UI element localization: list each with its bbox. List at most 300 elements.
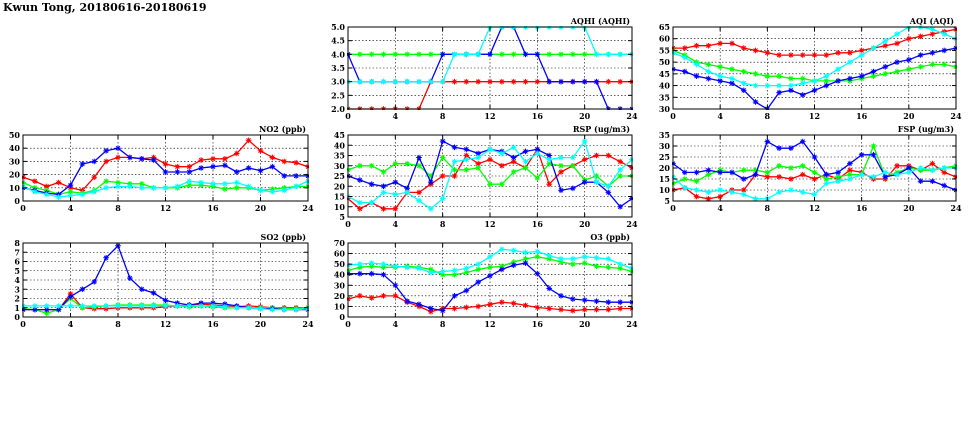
data-point xyxy=(741,45,747,51)
data-point xyxy=(428,206,434,212)
data-point xyxy=(918,34,924,40)
data-point xyxy=(393,282,399,288)
data-point xyxy=(617,173,623,179)
data-point xyxy=(765,83,771,89)
data-point xyxy=(56,180,62,186)
x-tick-label: 16 xyxy=(207,319,219,329)
y-tick-label: 60 xyxy=(333,248,345,259)
data-point xyxy=(606,183,612,189)
data-point xyxy=(440,79,446,85)
x-tick-label: 0 xyxy=(670,111,676,121)
data-point xyxy=(103,178,109,184)
data-point xyxy=(871,45,877,51)
data-point xyxy=(428,306,434,312)
y-tick-label: 20 xyxy=(333,181,345,192)
data-point xyxy=(175,303,181,309)
data-point xyxy=(258,188,264,194)
data-point xyxy=(617,167,623,173)
data-point xyxy=(800,139,806,145)
series-group xyxy=(670,24,959,112)
data-point xyxy=(717,170,723,176)
data-point xyxy=(234,185,240,191)
data-point xyxy=(523,159,529,165)
data-point xyxy=(788,52,794,58)
data-point xyxy=(617,306,623,312)
data-point xyxy=(175,184,181,190)
y-tick-label: 30 xyxy=(658,141,670,151)
x-tick-label: 20 xyxy=(254,319,267,329)
data-point xyxy=(765,139,771,145)
data-point xyxy=(765,170,771,176)
data-point xyxy=(404,79,410,85)
x-tick-label: 4 xyxy=(392,111,399,121)
y-tick-label: 6 xyxy=(14,256,20,267)
y-tick-label: 2 xyxy=(14,293,20,304)
data-point xyxy=(246,184,252,190)
y-tick-label: 30 xyxy=(8,156,20,167)
data-point xyxy=(270,189,276,195)
data-point xyxy=(717,41,723,47)
data-point xyxy=(32,178,38,184)
data-point xyxy=(511,300,517,306)
x-tick-label: 0 xyxy=(670,203,676,213)
data-point xyxy=(452,159,458,165)
data-point xyxy=(594,52,600,58)
y-tick-label: 40 xyxy=(333,269,345,280)
chart-aqhi xyxy=(331,16,638,121)
data-point xyxy=(776,145,782,151)
chart-title: FSP (ug/m3) xyxy=(897,124,954,134)
data-point xyxy=(753,172,759,178)
data-point xyxy=(558,155,564,161)
data-point xyxy=(452,79,458,85)
data-point xyxy=(523,79,529,85)
data-point xyxy=(511,52,517,58)
data-point xyxy=(163,161,169,167)
data-point xyxy=(511,79,517,85)
x-tick-label: 4 xyxy=(717,203,723,213)
data-point xyxy=(163,185,169,191)
data-point xyxy=(246,137,252,143)
x-tick-label: 8 xyxy=(439,319,446,329)
data-point xyxy=(546,52,552,58)
data-point xyxy=(776,90,782,96)
data-point xyxy=(44,192,50,198)
data-point xyxy=(440,308,446,314)
data-point xyxy=(847,76,853,82)
data-point xyxy=(941,62,947,68)
data-point xyxy=(906,57,912,63)
y-tick-label: 3 xyxy=(14,284,20,295)
y-tick-label: 0 xyxy=(14,312,20,322)
x-tick-label: 20 xyxy=(903,203,915,213)
data-point xyxy=(812,87,818,93)
x-tick-label: 20 xyxy=(579,111,591,121)
data-point xyxy=(847,176,853,182)
data-point xyxy=(222,304,228,310)
data-point xyxy=(270,155,276,161)
data-point xyxy=(918,165,924,171)
y-tick-label: 5 xyxy=(14,265,20,276)
data-point xyxy=(617,261,623,267)
data-point xyxy=(741,192,747,198)
data-point xyxy=(56,194,62,200)
series-line xyxy=(673,142,956,190)
data-point xyxy=(741,176,747,182)
data-point xyxy=(511,155,517,161)
data-point xyxy=(558,256,564,262)
data-point xyxy=(369,271,375,277)
chart-fsp xyxy=(659,124,962,213)
data-point xyxy=(452,268,458,274)
data-point xyxy=(91,189,97,195)
data-point xyxy=(91,159,97,165)
data-point xyxy=(823,181,829,187)
page-title: Kwun Tong, 20180616-20180619 xyxy=(3,1,207,14)
data-point xyxy=(428,79,434,85)
y-tick-label: 35 xyxy=(333,150,345,161)
data-point xyxy=(499,79,505,85)
data-point xyxy=(717,73,723,79)
data-point xyxy=(115,184,121,190)
series-group xyxy=(345,247,635,315)
data-point xyxy=(32,189,38,195)
data-point xyxy=(847,50,853,56)
data-point xyxy=(706,62,712,68)
data-point xyxy=(210,181,216,187)
chart-o3 xyxy=(334,232,638,329)
data-point xyxy=(918,52,924,58)
data-point xyxy=(706,69,712,75)
data-point xyxy=(776,189,782,195)
chart-so2 xyxy=(14,232,314,329)
data-point xyxy=(381,206,387,212)
y-tick-label: 4.5 xyxy=(331,35,345,46)
data-point xyxy=(894,59,900,65)
y-tick-label: 15 xyxy=(658,174,670,184)
x-tick-label: 8 xyxy=(764,111,771,121)
data-point xyxy=(80,161,86,167)
data-point xyxy=(452,145,458,151)
y-tick-label: 40 xyxy=(8,143,20,154)
data-point xyxy=(452,52,458,58)
data-point xyxy=(115,155,121,161)
data-point xyxy=(871,143,877,149)
data-point xyxy=(706,76,712,82)
data-point xyxy=(918,64,924,70)
data-point xyxy=(682,69,688,75)
data-point xyxy=(127,184,133,190)
data-point xyxy=(222,186,228,192)
y-tick-label: 40 xyxy=(658,80,670,91)
data-point xyxy=(499,52,505,58)
x-tick-label: 16 xyxy=(207,203,219,213)
data-point xyxy=(404,161,410,167)
data-point xyxy=(617,204,623,210)
data-point xyxy=(882,64,888,70)
data-point xyxy=(882,170,888,176)
data-point xyxy=(788,83,794,89)
data-point xyxy=(930,62,936,68)
data-point xyxy=(499,163,505,169)
chart-title: AQHI (AQHI) xyxy=(570,16,630,26)
data-point xyxy=(823,172,829,178)
data-point xyxy=(91,303,97,309)
data-point xyxy=(535,305,541,311)
y-tick-label: 4 xyxy=(14,275,20,285)
data-point xyxy=(440,52,446,58)
data-point xyxy=(847,59,853,65)
data-point xyxy=(823,73,829,79)
data-point xyxy=(175,169,181,175)
chart-title: AQI (AQI) xyxy=(909,16,954,26)
y-tick-label: 0 xyxy=(14,196,20,206)
y-tick-label: 5 xyxy=(339,212,345,222)
data-point xyxy=(788,76,794,82)
data-point xyxy=(270,164,276,170)
data-point xyxy=(357,52,363,58)
data-point xyxy=(546,306,552,312)
data-point xyxy=(416,302,422,308)
data-point xyxy=(357,163,363,169)
x-tick-label: 4 xyxy=(67,203,74,213)
data-point xyxy=(682,170,688,176)
y-tick-label: 10 xyxy=(8,182,20,193)
data-point xyxy=(416,52,422,58)
data-point xyxy=(729,76,735,82)
data-point xyxy=(452,173,458,179)
data-point xyxy=(558,79,564,85)
data-point xyxy=(941,183,947,189)
series-group xyxy=(670,139,959,202)
x-tick-label: 16 xyxy=(856,111,868,121)
data-point xyxy=(428,179,434,185)
data-point xyxy=(930,161,936,167)
x-tick-label: 0 xyxy=(20,319,26,329)
data-point xyxy=(357,206,363,212)
data-point xyxy=(535,52,541,58)
data-point xyxy=(800,172,806,178)
data-point xyxy=(859,52,865,58)
chart-title: O3 (ppb) xyxy=(590,232,630,242)
data-point xyxy=(594,153,600,159)
data-point xyxy=(222,156,228,162)
x-tick-label: 0 xyxy=(20,203,26,213)
data-point xyxy=(381,272,387,278)
data-point xyxy=(393,263,399,269)
x-tick-label: 24 xyxy=(626,219,638,229)
x-tick-label: 16 xyxy=(531,111,543,121)
data-point xyxy=(800,80,806,86)
data-point xyxy=(800,52,806,58)
data-point xyxy=(906,170,912,176)
data-point xyxy=(941,165,947,171)
data-point xyxy=(475,267,481,273)
y-tick-label: 4.0 xyxy=(331,49,345,60)
data-point xyxy=(582,260,588,266)
data-point xyxy=(281,188,287,194)
data-point xyxy=(729,170,735,176)
data-point xyxy=(452,306,458,312)
data-point xyxy=(753,48,759,54)
data-point xyxy=(139,185,145,191)
data-point xyxy=(776,163,782,169)
data-point xyxy=(151,290,157,296)
y-tick-label: 30 xyxy=(333,160,345,171)
data-point xyxy=(381,79,387,85)
data-point xyxy=(776,73,782,79)
y-tick-label: 30 xyxy=(333,280,345,291)
data-point xyxy=(475,79,481,85)
chart-title: SO2 (ppb) xyxy=(260,232,306,242)
data-point xyxy=(776,174,782,180)
data-point xyxy=(416,198,422,204)
data-point xyxy=(404,265,410,271)
data-point xyxy=(464,305,470,311)
data-point xyxy=(582,79,588,85)
x-tick-label: 16 xyxy=(856,203,868,213)
data-point xyxy=(487,265,493,271)
data-point xyxy=(416,79,422,85)
data-point xyxy=(210,156,216,162)
data-point xyxy=(882,38,888,44)
data-point xyxy=(546,79,552,85)
y-tick-label: 1 xyxy=(14,302,20,313)
data-point xyxy=(930,178,936,184)
data-point xyxy=(717,64,723,70)
data-point xyxy=(823,83,829,89)
data-point xyxy=(706,189,712,195)
data-point xyxy=(765,73,771,79)
data-point xyxy=(103,148,109,154)
data-point xyxy=(369,163,375,169)
data-point xyxy=(80,192,86,198)
data-point xyxy=(369,295,375,301)
data-point xyxy=(210,164,216,170)
data-point xyxy=(535,271,541,277)
data-point xyxy=(859,172,865,178)
data-point xyxy=(570,186,576,192)
data-point xyxy=(694,43,700,49)
data-point xyxy=(788,187,794,193)
data-point xyxy=(139,286,145,292)
data-point xyxy=(523,260,529,266)
data-point xyxy=(258,168,264,174)
data-point xyxy=(523,250,529,256)
data-point xyxy=(800,189,806,195)
data-point xyxy=(606,299,612,305)
x-tick-label: 16 xyxy=(531,319,543,329)
data-point xyxy=(606,153,612,159)
x-tick-label: 8 xyxy=(439,111,446,121)
data-point xyxy=(570,296,576,302)
data-point xyxy=(523,149,529,155)
data-point xyxy=(369,52,375,58)
data-point xyxy=(464,288,470,294)
data-point xyxy=(741,167,747,173)
x-tick-label: 20 xyxy=(903,111,915,121)
x-tick-label: 24 xyxy=(626,319,638,329)
data-point xyxy=(753,71,759,77)
data-point xyxy=(546,253,552,259)
chart-aqi xyxy=(659,16,962,121)
data-point xyxy=(103,159,109,165)
y-tick-label: 55 xyxy=(658,45,670,56)
data-point xyxy=(800,92,806,98)
y-tick-label: 7 xyxy=(14,247,20,258)
x-tick-label: 4 xyxy=(392,319,399,329)
data-point xyxy=(393,52,399,58)
x-tick-label: 8 xyxy=(115,319,121,329)
data-point xyxy=(222,163,228,169)
data-point xyxy=(163,169,169,175)
data-point xyxy=(186,164,192,170)
data-point xyxy=(835,78,841,84)
data-point xyxy=(558,52,564,58)
data-point xyxy=(570,155,576,161)
data-point xyxy=(186,178,192,184)
data-point xyxy=(594,307,600,313)
data-point xyxy=(558,169,564,175)
data-point xyxy=(440,269,446,275)
data-point xyxy=(464,79,470,85)
x-tick-label: 12 xyxy=(159,203,172,213)
data-point xyxy=(175,164,181,170)
y-tick-label: 3.5 xyxy=(331,63,345,73)
data-point xyxy=(594,298,600,304)
data-point xyxy=(523,52,529,58)
y-tick-label: 35 xyxy=(658,92,670,103)
data-point xyxy=(381,52,387,58)
data-point xyxy=(582,157,588,163)
data-point xyxy=(535,175,541,181)
data-point xyxy=(428,52,434,58)
data-point xyxy=(198,165,204,171)
data-point xyxy=(694,194,700,200)
data-point xyxy=(210,303,216,309)
data-point xyxy=(570,79,576,85)
data-point xyxy=(293,160,299,166)
chart-title: NO2 (ppb) xyxy=(259,124,306,134)
data-point xyxy=(535,249,541,255)
data-point xyxy=(812,52,818,58)
data-point xyxy=(546,286,552,292)
data-point xyxy=(812,170,818,176)
data-point xyxy=(523,165,529,171)
data-point xyxy=(381,261,387,267)
data-point xyxy=(894,172,900,178)
data-point xyxy=(357,177,363,183)
data-point xyxy=(606,190,612,196)
data-point xyxy=(835,66,841,72)
data-point xyxy=(258,306,264,312)
data-point xyxy=(823,52,829,58)
y-tick-label: 65 xyxy=(658,22,670,32)
data-point xyxy=(475,261,481,267)
data-point xyxy=(570,256,576,262)
x-tick-label: 8 xyxy=(764,203,771,213)
data-point xyxy=(381,190,387,196)
x-tick-label: 4 xyxy=(717,111,723,121)
data-point xyxy=(570,52,576,58)
data-point xyxy=(871,69,877,75)
y-tick-label: 8 xyxy=(14,238,20,248)
data-point xyxy=(381,183,387,189)
data-point xyxy=(404,52,410,58)
data-point xyxy=(847,161,853,167)
data-point xyxy=(582,52,588,58)
data-point xyxy=(729,66,735,72)
